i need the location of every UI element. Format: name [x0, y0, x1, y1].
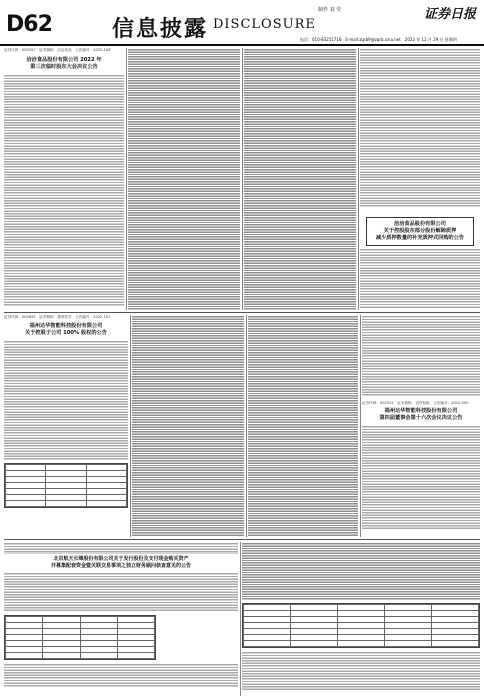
article-continuation-col2: [128, 48, 240, 310]
article-title-line1: 洽洽食品股份有限公司 2022 年: [26, 57, 102, 63]
article-title-line2: 并募集配套资金暨关联交易事项之独立财务顾问核查意见的公告: [50, 563, 191, 569]
article-body-text: [360, 48, 480, 208]
article-body-text: [360, 248, 480, 308]
article-body-text: [4, 542, 238, 554]
column-divider: [358, 48, 359, 310]
article-title-line1: 北京航天长峰股份有限公司关于发行股份及支付现金购买资产: [53, 556, 189, 562]
article-body-text: [4, 663, 238, 687]
article-body-text: [132, 315, 244, 537]
article-title-line2: 关于控股子公司 100% 股权的公告: [25, 330, 107, 336]
section-divider: [4, 312, 480, 313]
article-body-text: [362, 315, 480, 397]
article-body-text: [4, 340, 128, 460]
column-divider: [240, 542, 241, 696]
article-continuation-mid2: [132, 315, 244, 537]
article-asset-acquisition: [4, 542, 238, 696]
column-divider: [130, 315, 131, 537]
article-bottom-right: [242, 542, 480, 696]
article-code: 证券代码：002855 证券简称：捷荣技术 公告编号：2022-101: [4, 315, 111, 319]
article-equity-transfer: [4, 315, 128, 537]
transaction-table: [4, 615, 156, 660]
column-divider: [126, 48, 127, 310]
column-divider: [242, 48, 243, 310]
section-title: 信息披露: [112, 16, 209, 42]
article-body-text: [362, 425, 480, 529]
article-title-line1: 福州达华智能科技股份有限公司: [384, 408, 458, 414]
newspaper-logo: 证券日报: [423, 7, 476, 22]
page-number: D62: [6, 12, 52, 37]
column-divider: [246, 315, 247, 537]
masthead: [0, 0, 484, 44]
article-continuation-col3: [244, 48, 356, 310]
masthead-rule: [0, 44, 484, 46]
article-pledge-notice: [360, 48, 480, 310]
data-table: [242, 603, 480, 648]
article-body-text: [4, 572, 238, 612]
article-body-text: [248, 315, 358, 537]
section-title-en: DISCLOSURE: [213, 17, 316, 32]
article-body-text: [244, 48, 356, 310]
article-title-line2: 第四届董事会第十六次会议决议公告: [379, 415, 463, 421]
article-code: 证券代码：002512 证券简称：达华智能 公告编号：2022-092: [362, 401, 469, 405]
article-body-text: [242, 651, 480, 691]
column-divider: [360, 315, 361, 537]
article-title-line3: 减少质押数量的补充质押式回购的公告: [375, 235, 465, 241]
article-signature: [360, 210, 480, 215]
article-body-text: [4, 74, 124, 306]
section-divider: [4, 539, 480, 540]
article-body-text: [242, 542, 480, 600]
article-shareholder-meeting: [4, 48, 124, 310]
editor-line: 制作 刘 莹: [318, 7, 342, 13]
financial-table: [4, 463, 128, 508]
contacts-line: 电话：010-83251716 E-mail:zqrb9@zqrb.sina.net 2022 年 12 月 29 日 星期四: [300, 37, 457, 42]
article-title-box: [366, 217, 474, 246]
article-continuation-mid3: [248, 315, 358, 537]
article-body-text: [128, 48, 240, 310]
article-code: 证券代码：002557 证券简称：洽洽食品 公告编号：2022-108: [4, 48, 111, 52]
article-title-line2: 关于控股股东部分股份解除质押: [383, 228, 457, 234]
article-title-line1: 洽洽食品股份有限公司: [394, 221, 446, 227]
article-board-resolution: [362, 315, 480, 537]
article-title-line2: 第三次临时股东大会决议公告: [30, 64, 98, 70]
article-title-line1: 福州达华智能科技股份有限公司: [29, 323, 103, 329]
